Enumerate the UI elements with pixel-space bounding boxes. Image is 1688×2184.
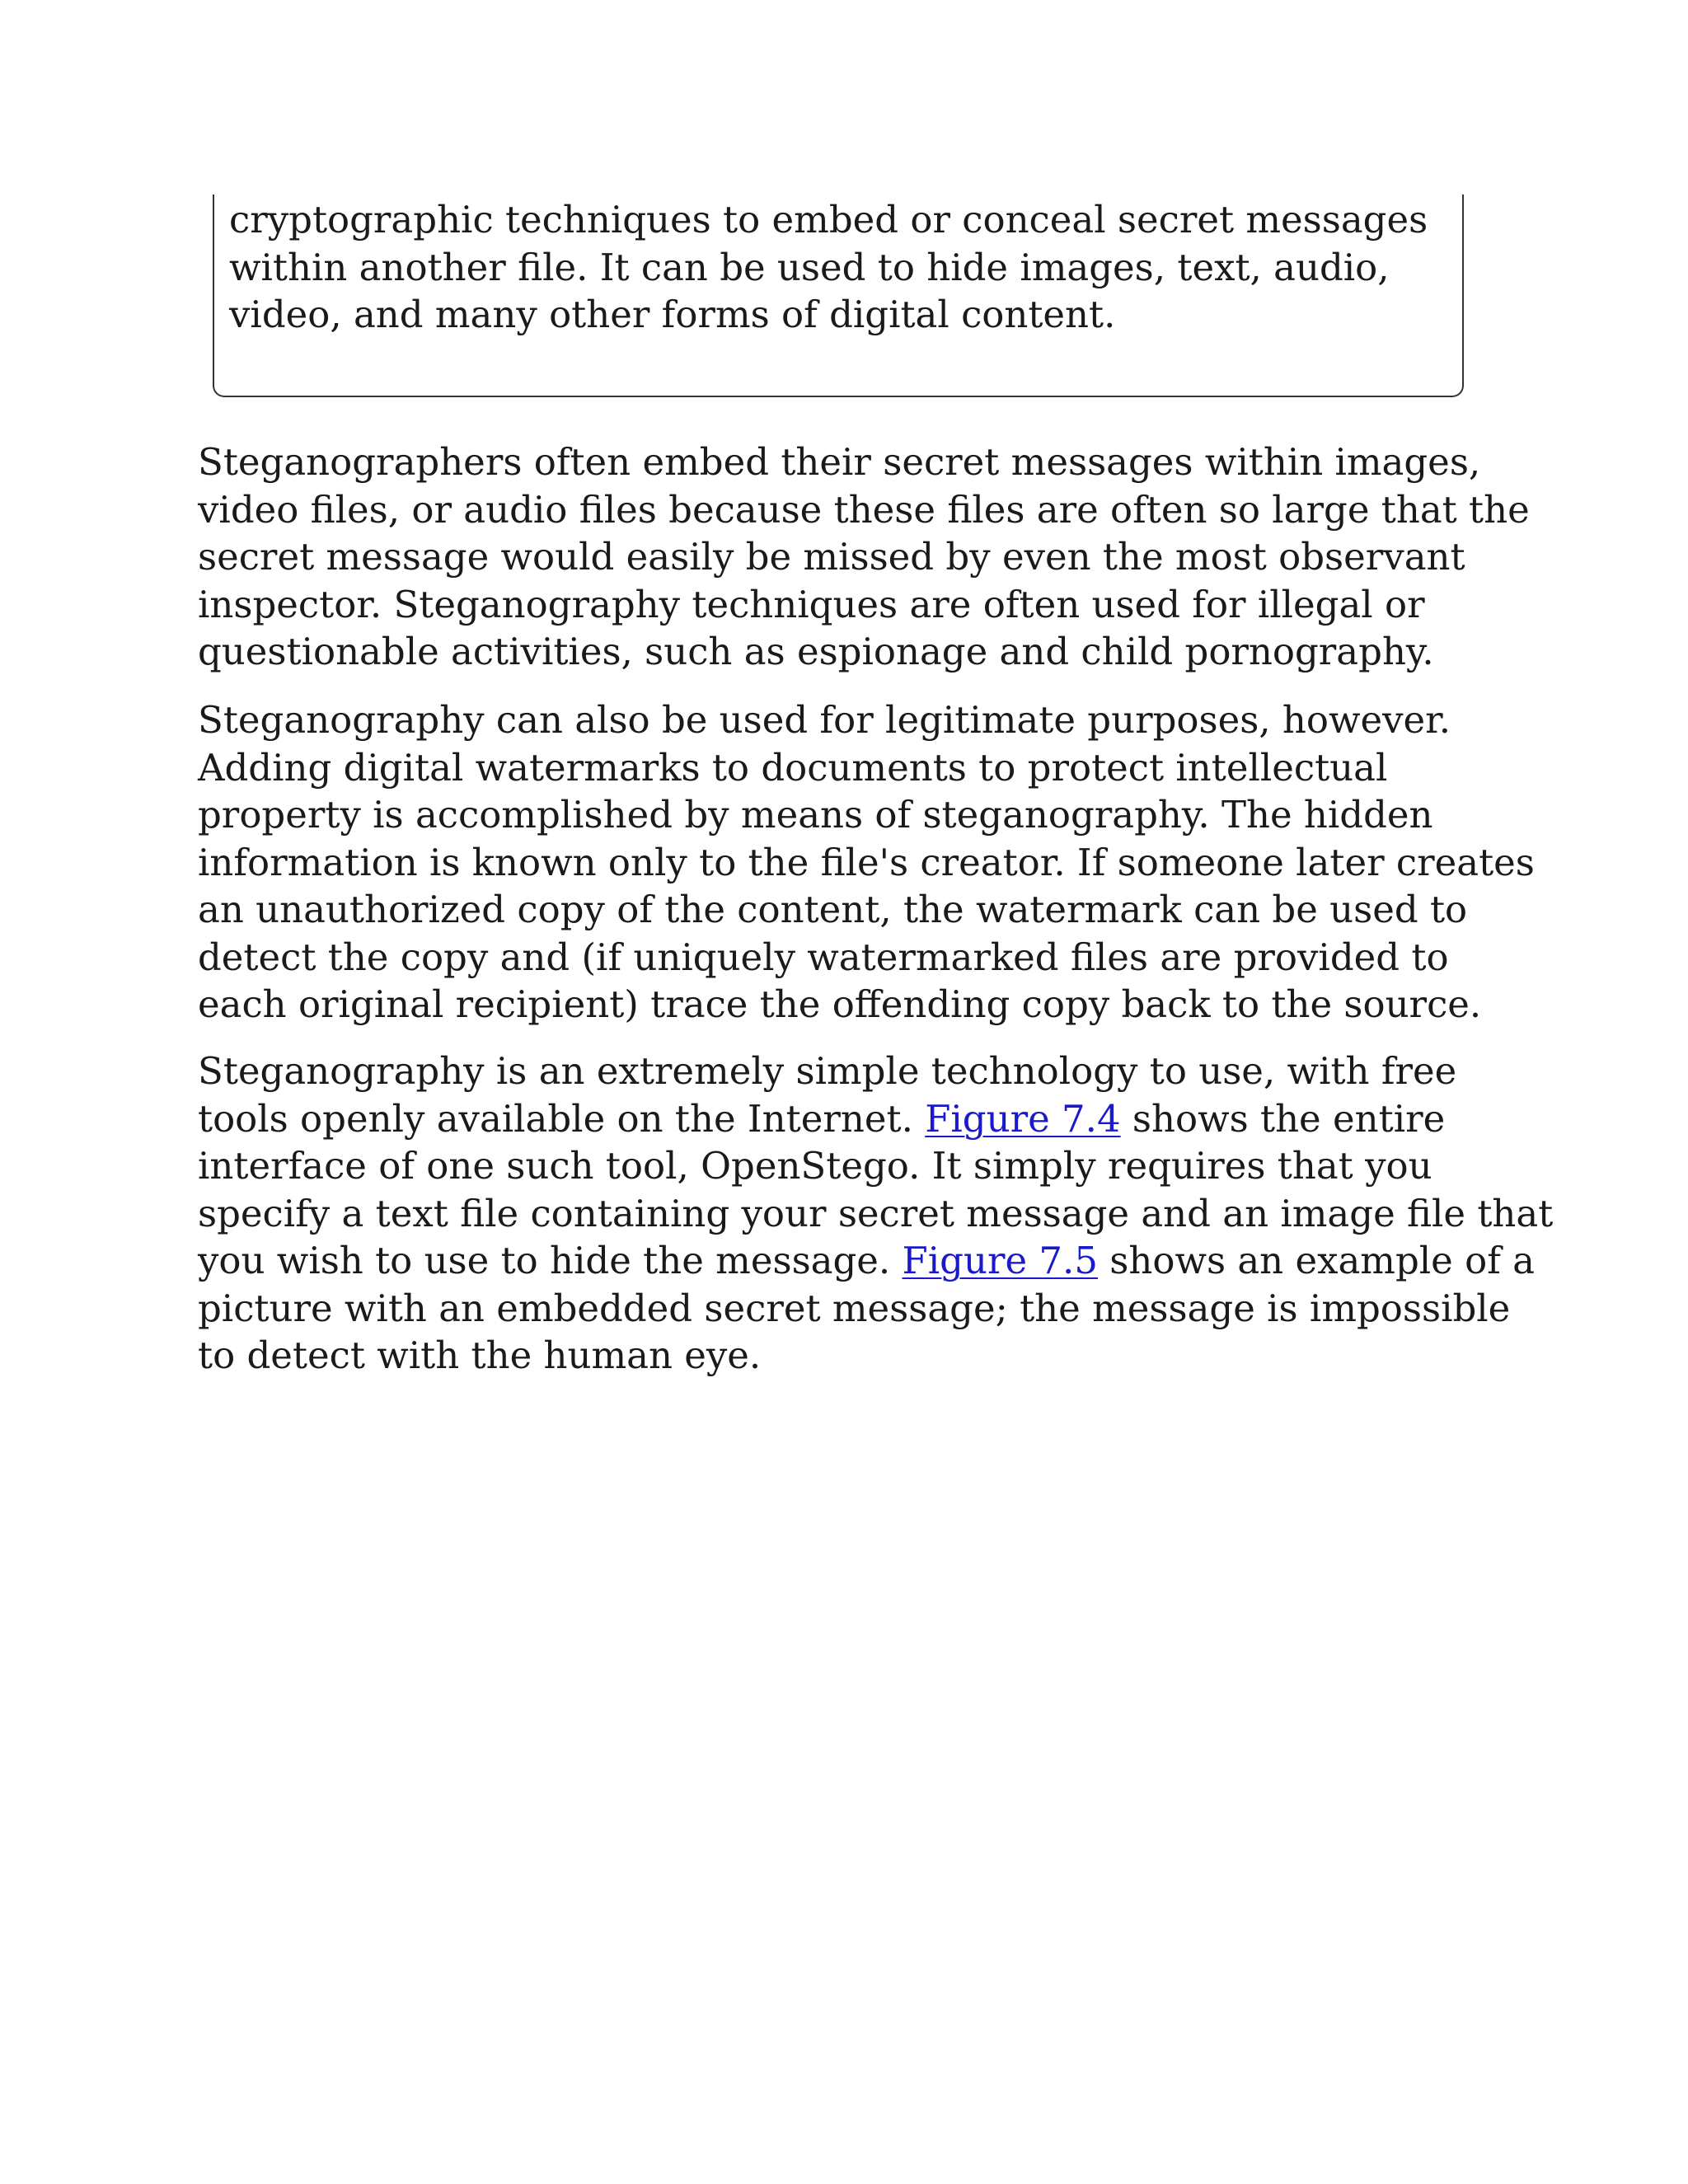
paragraph-steganographers	[198, 438, 1530, 676]
paragraph-legitimate-uses	[198, 696, 1535, 1029]
figure-7-5-link[interactable]: Figure 7.5	[902, 1239, 1098, 1282]
text-line: property is accomplished by means of steganography. The hidden	[198, 793, 1433, 837]
text-line-with-link	[198, 1095, 1517, 1143]
text-line: video files, or audio files because these files are often so large that the	[198, 487, 1530, 532]
text-line-with-link	[198, 1237, 1535, 1285]
text-line: Steganography is an extremely simple technology to use, with free	[198, 1049, 1457, 1093]
text-segment: you wish to use to hide the message.	[198, 1239, 903, 1282]
text-line: interface of one such tool, OpenStego. It simply requires that you	[198, 1144, 1432, 1188]
text-line: picture with an embedded secret message; the message is impossible	[198, 1286, 1511, 1330]
text-line: detect the copy and (if uniquely watermarked files are provided to	[198, 935, 1449, 979]
text-line: secret message would easily be missed by even the most observant	[198, 535, 1465, 579]
callout-line: within another file. It can be used to hide images, text, audio,	[229, 245, 1390, 289]
text-line: Steganographers often embed their secret messages within images,	[198, 440, 1481, 484]
figure-7-4-link[interactable]: Figure 7.4	[925, 1096, 1121, 1141]
text-line: information is known only to the file's creator. If someone later creates	[198, 840, 1535, 884]
callout-text	[229, 196, 1441, 339]
text-line: an unauthorized copy of the content, the watermark can be used to	[198, 888, 1468, 931]
text-line: to detect with the human eye.	[198, 1333, 762, 1377]
text-line: questionable activities, such as espionage and child pornography.	[198, 630, 1434, 673]
text-segment: shows an example of a	[1097, 1239, 1535, 1282]
text-line: Adding digital watermarks to documents to protect intellectual	[198, 745, 1388, 790]
text-segment: tools openly available on the Internet.	[198, 1096, 926, 1141]
text-segment: shows the entire	[1120, 1096, 1446, 1141]
callout-line: cryptographic techniques to embed or conceal secret messages	[229, 198, 1428, 241]
text-line: each original recipient) trace the offending copy back to the source.	[198, 982, 1482, 1026]
callout-line: video, and many other forms of digital content.	[229, 293, 1116, 336]
text-line: specify a text file containing your secret message and an image file that	[198, 1191, 1554, 1235]
text-line: Steganography can also be used for legitimate purposes, however.	[198, 698, 1451, 742]
paragraph-simple-technology	[198, 1047, 1554, 1380]
text-line: inspector. Steganography techniques are often used for illegal or	[198, 582, 1425, 626]
